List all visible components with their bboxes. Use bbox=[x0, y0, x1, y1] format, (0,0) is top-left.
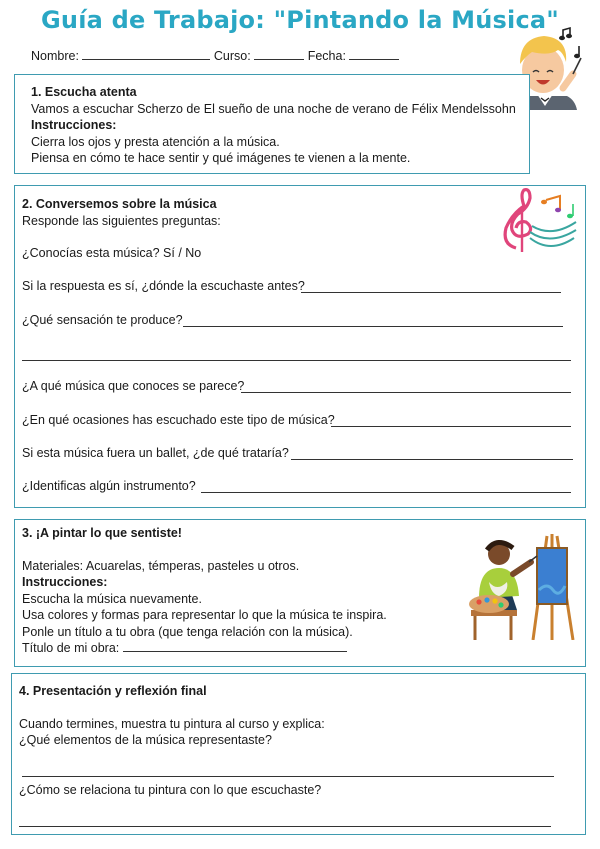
section3-instruction: Escucha la música nuevamente. bbox=[22, 591, 202, 606]
music-notes-illustration bbox=[494, 186, 580, 258]
page-title: Guía de Trabajo: "Pintando la Música" bbox=[41, 6, 559, 34]
section4-question-1: ¿Qué elementos de la música representaste? bbox=[19, 733, 272, 747]
section1-intro: Vamos a escuchar Scherzo de El sueño de una noche de verano de Félix Mendelssohn bbox=[31, 101, 516, 116]
section2-intro: Responde las siguientes preguntas: bbox=[22, 213, 221, 228]
date-field[interactable] bbox=[349, 49, 399, 60]
section3-instruction: Ponle un título a tu obra (que tenga relación con la música). bbox=[22, 624, 353, 639]
date-label: Fecha: bbox=[307, 49, 346, 63]
answer-line[interactable] bbox=[241, 392, 571, 393]
section3-materials: Materiales: Acuarelas, témperas, pasteles u otros. bbox=[22, 558, 300, 573]
answer-line[interactable] bbox=[183, 326, 563, 327]
question-5: ¿En qué ocasiones has escuchado este tipo de música? bbox=[22, 413, 335, 427]
section1-instruction: Cierra los ojos y presta atención a la música. bbox=[31, 134, 280, 149]
question-3: ¿Qué sensación te produce? bbox=[22, 313, 183, 327]
artwork-title-field[interactable] bbox=[123, 641, 347, 652]
section-listen bbox=[14, 74, 530, 174]
answer-line[interactable] bbox=[19, 826, 551, 827]
section1-instructions-label: Instrucciones: bbox=[31, 118, 117, 132]
answer-line[interactable] bbox=[201, 492, 571, 493]
question-7: ¿Identificas algún instrumento? bbox=[22, 479, 196, 493]
name-field[interactable] bbox=[82, 49, 210, 60]
course-label: Curso: bbox=[213, 49, 251, 63]
section-reflection bbox=[11, 673, 586, 835]
answer-line[interactable] bbox=[331, 426, 571, 427]
question-4: ¿A qué música que conoces se parece? bbox=[22, 379, 245, 393]
question-2: Si la respuesta es sí, ¿dónde la escuchaste antes? bbox=[22, 279, 305, 293]
section3-instruction: Usa colores y formas para representar lo que la música te inspira. bbox=[22, 608, 387, 622]
section3-instructions-label: Instrucciones: bbox=[22, 575, 108, 589]
section3-heading: 3. ¡A pintar lo que sentiste! bbox=[22, 526, 182, 540]
section-discuss bbox=[14, 185, 586, 508]
question-6: Si esta música fuera un ballet, ¿de qué trataría? bbox=[22, 446, 289, 460]
course-field[interactable] bbox=[254, 49, 304, 60]
section2-heading: 2. Conversemos sobre la música bbox=[22, 197, 217, 211]
section4-intro: Cuando termines, muestra tu pintura al curso y explica: bbox=[19, 716, 325, 731]
answer-line[interactable] bbox=[22, 360, 571, 361]
section1-heading: 1. Escucha atenta bbox=[31, 85, 137, 99]
painter-illustration bbox=[465, 530, 580, 640]
name-label: Nombre: bbox=[31, 49, 79, 63]
section1-instruction: Piensa en cómo te hace sentir y qué imágenes te vienen a la mente. bbox=[31, 151, 411, 165]
answer-line[interactable] bbox=[291, 459, 573, 460]
section4-question-2: ¿Cómo se relaciona tu pintura con lo que escuchaste? bbox=[19, 783, 322, 797]
section4-heading: 4. Presentación y reflexión final bbox=[19, 684, 207, 698]
artwork-title-label: Título de mi obra: bbox=[22, 641, 120, 655]
question-1: ¿Conocías esta música? Sí / No bbox=[22, 246, 202, 260]
answer-line[interactable] bbox=[22, 776, 554, 777]
answer-line[interactable] bbox=[301, 292, 561, 293]
student-info-line bbox=[31, 49, 399, 63]
section-paint bbox=[14, 519, 586, 667]
